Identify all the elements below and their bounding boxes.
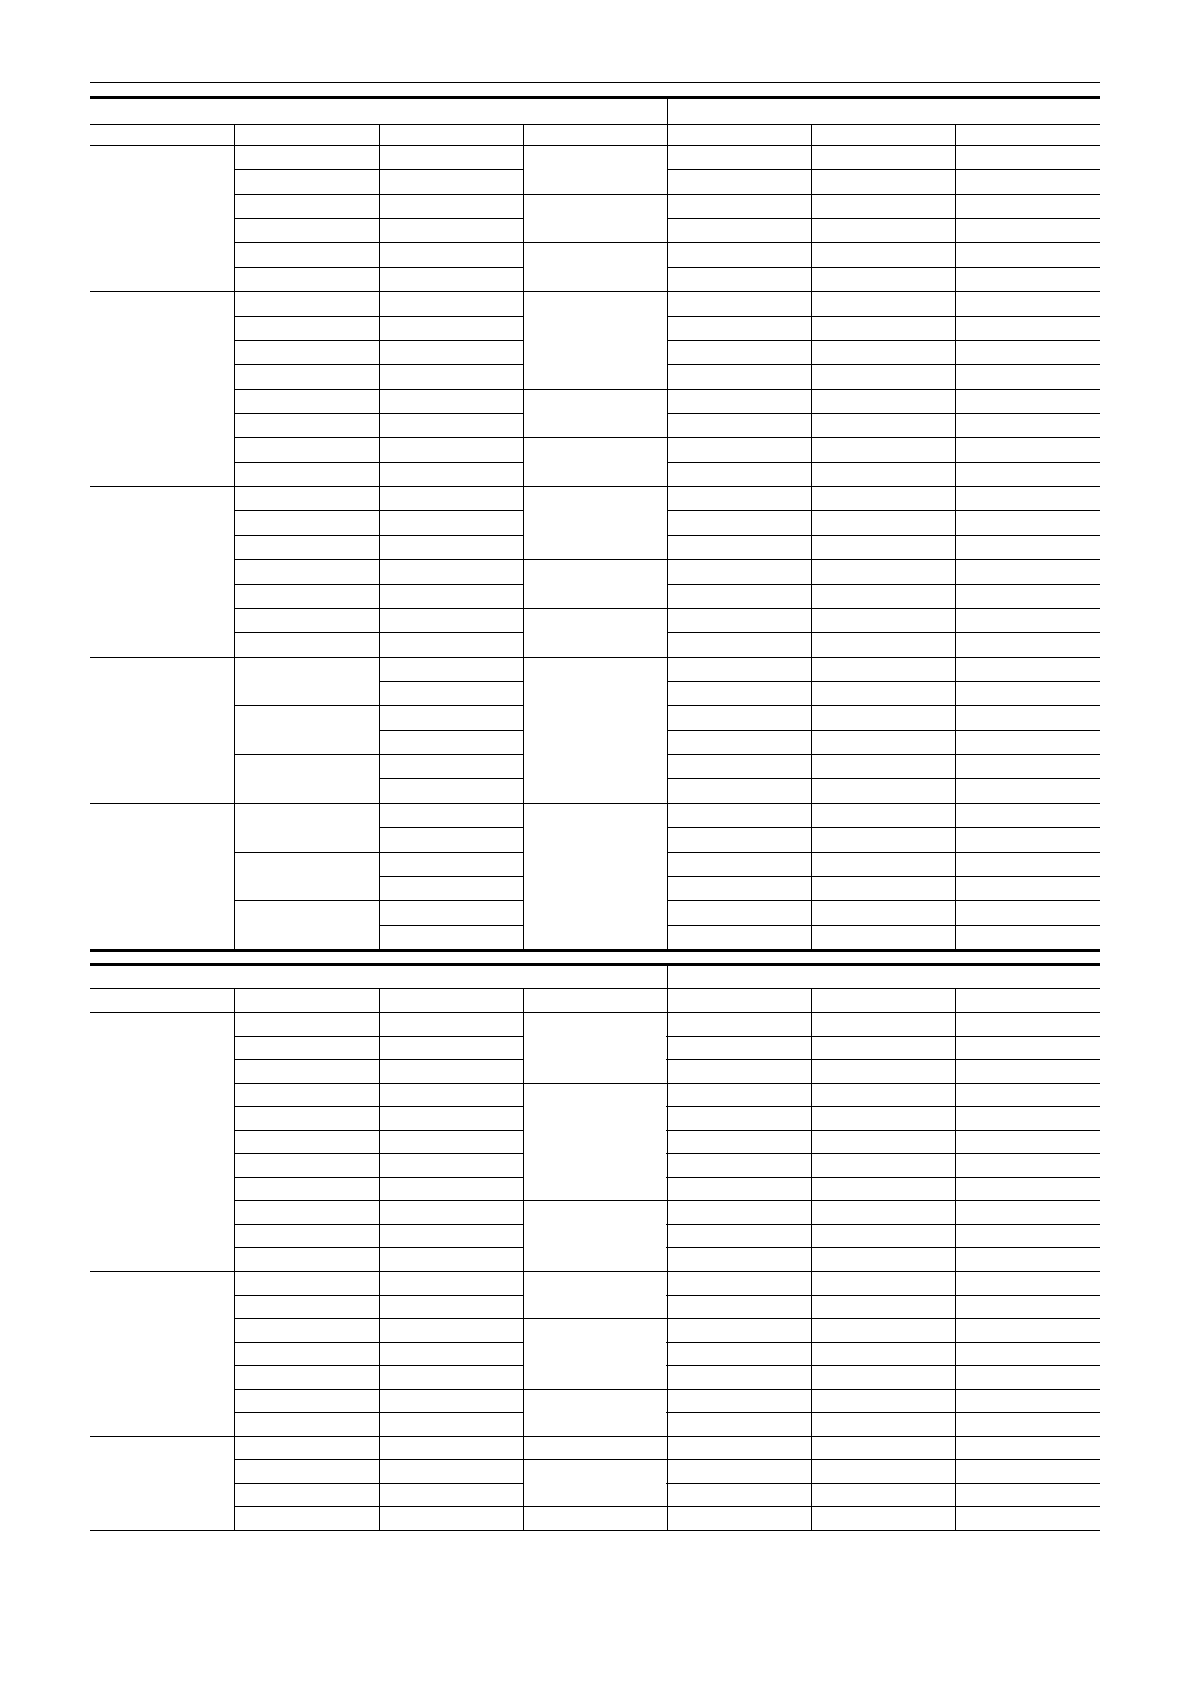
table1-row-rule bbox=[379, 291, 523, 292]
table1-column-header-divider bbox=[90, 145, 1100, 146]
table1-group-rule bbox=[90, 291, 234, 292]
table1-row-rule bbox=[234, 559, 379, 560]
table1-row-rule bbox=[379, 242, 523, 243]
table1-column-divider bbox=[379, 145, 380, 949]
table1-bottom-border bbox=[90, 949, 1100, 952]
table2-header-column-divider bbox=[379, 988, 380, 1012]
table2-bottom-border bbox=[90, 1530, 1100, 1531]
table2-merged-cell-gap bbox=[524, 1153, 666, 1154]
table1-row-rule bbox=[667, 316, 1100, 317]
table1-row-rule bbox=[379, 437, 523, 438]
table1-row-rule bbox=[234, 364, 379, 365]
table1-row-rule bbox=[667, 852, 1100, 853]
table1-row-rule bbox=[667, 754, 1100, 755]
table1-row-rule bbox=[234, 705, 379, 706]
table2-merged-cell-gap bbox=[524, 1036, 666, 1037]
table1-row-rule bbox=[379, 803, 523, 804]
table2-merged-cell-gap bbox=[524, 1365, 666, 1366]
table2-header-column-divider bbox=[667, 988, 668, 1012]
table2-column-divider bbox=[811, 1012, 812, 1530]
table1-header-column-divider bbox=[667, 124, 668, 145]
table2-column-divider bbox=[379, 1012, 380, 1530]
table1-row-rule bbox=[667, 657, 1100, 658]
table1-row-rule bbox=[234, 510, 379, 511]
table1-column-divider bbox=[523, 145, 524, 949]
table2-group-rule bbox=[90, 1436, 234, 1437]
table1-column-divider bbox=[811, 145, 812, 949]
table1-row-rule bbox=[234, 900, 379, 901]
table1-header-column-divider bbox=[234, 124, 235, 145]
table1-row-rule bbox=[523, 608, 667, 609]
table1-row-rule bbox=[379, 364, 523, 365]
table1-row-rule bbox=[234, 462, 379, 463]
table1-row-rule bbox=[234, 340, 379, 341]
table2-merged-cell-gap bbox=[524, 1224, 666, 1225]
table1-row-rule bbox=[379, 462, 523, 463]
table1-row-rule bbox=[379, 559, 523, 560]
table1-row-rule bbox=[234, 194, 379, 195]
table1-row-rule bbox=[234, 584, 379, 585]
table1-row-rule bbox=[234, 852, 379, 853]
table2-merged-cell-gap bbox=[524, 1130, 666, 1131]
table1-row-rule bbox=[379, 510, 523, 511]
table2-merged-cell-gap bbox=[524, 1412, 666, 1413]
table1-row-rule bbox=[667, 218, 1100, 219]
table1-row-rule bbox=[523, 194, 667, 195]
table1-row-rule bbox=[234, 437, 379, 438]
table2-group-divider bbox=[667, 963, 668, 988]
table1-row-rule bbox=[667, 925, 1100, 926]
table1-row-rule bbox=[523, 559, 667, 560]
table1-row-rule bbox=[667, 730, 1100, 731]
table1-row-rule bbox=[523, 291, 667, 292]
table1-column-divider bbox=[955, 145, 956, 949]
table1-row-rule bbox=[667, 681, 1100, 682]
table1-row-rule bbox=[379, 340, 523, 341]
table1-row-rule bbox=[234, 413, 379, 414]
table1-row-rule bbox=[667, 291, 1100, 292]
table1-row-rule bbox=[234, 486, 379, 487]
table1-row-rule bbox=[234, 218, 379, 219]
table1-column-divider bbox=[667, 145, 668, 949]
table1-row-rule bbox=[234, 316, 379, 317]
table1-row-rule bbox=[379, 852, 523, 853]
table2-column-divider bbox=[523, 1012, 524, 1530]
table1-row-rule bbox=[667, 486, 1100, 487]
table1-row-rule bbox=[234, 657, 379, 658]
table1-row-rule bbox=[667, 267, 1100, 268]
table1-group-rule bbox=[90, 657, 234, 658]
table1-row-rule bbox=[234, 169, 379, 170]
table1-header-column-divider bbox=[955, 124, 956, 145]
table1-row-rule bbox=[667, 559, 1100, 560]
table1-row-rule bbox=[379, 218, 523, 219]
table1-row-rule bbox=[667, 778, 1100, 779]
table1-group-rule bbox=[90, 486, 234, 487]
table1-row-rule bbox=[523, 486, 667, 487]
table1-row-rule bbox=[234, 608, 379, 609]
table1-column-divider bbox=[234, 145, 235, 949]
table1-row-rule bbox=[667, 242, 1100, 243]
table2-top-border bbox=[90, 963, 1100, 966]
table1-header-column-divider bbox=[523, 124, 524, 145]
table1-row-rule bbox=[234, 267, 379, 268]
table1-row-rule bbox=[234, 242, 379, 243]
table1-row-rule bbox=[379, 876, 523, 877]
table1-top-border bbox=[90, 96, 1100, 99]
table2-column-header-divider bbox=[90, 1012, 1100, 1013]
table2-header-column-divider bbox=[811, 988, 812, 1012]
table1-row-rule bbox=[379, 778, 523, 779]
table1-row-rule bbox=[379, 169, 523, 170]
table1-row-rule bbox=[379, 486, 523, 487]
table1-group-header-divider bbox=[90, 124, 1100, 125]
table1-row-rule bbox=[523, 389, 667, 390]
table1-row-rule bbox=[667, 364, 1100, 365]
table1-row-rule bbox=[667, 194, 1100, 195]
table1-group-rule bbox=[90, 803, 234, 804]
table1-row-rule bbox=[379, 827, 523, 828]
table2-column-divider bbox=[667, 1012, 668, 1530]
table1-row-rule bbox=[379, 584, 523, 585]
table2-column-divider bbox=[234, 1012, 235, 1530]
table2-group-rule bbox=[90, 1271, 234, 1272]
table1-row-rule bbox=[667, 169, 1100, 170]
table1-row-rule bbox=[234, 803, 379, 804]
table1-row-rule bbox=[667, 389, 1100, 390]
table1-row-rule bbox=[234, 291, 379, 292]
table1-row-rule bbox=[379, 900, 523, 901]
table1-row-rule bbox=[234, 389, 379, 390]
table2-header-column-divider bbox=[523, 988, 524, 1012]
table1-row-rule bbox=[667, 900, 1100, 901]
table1-row-rule bbox=[379, 535, 523, 536]
table1-header-column-divider bbox=[379, 124, 380, 145]
table2-merged-cell-gap bbox=[524, 1247, 666, 1248]
table1-row-rule bbox=[234, 632, 379, 633]
table1-row-rule bbox=[379, 730, 523, 731]
table1-row-rule bbox=[523, 657, 667, 658]
table1-row-rule bbox=[667, 632, 1100, 633]
table1-row-rule bbox=[379, 681, 523, 682]
table1-row-rule bbox=[667, 510, 1100, 511]
table1-row-rule bbox=[667, 803, 1100, 804]
table1-row-rule bbox=[379, 389, 523, 390]
table1-row-rule bbox=[379, 925, 523, 926]
table1-row-rule bbox=[379, 413, 523, 414]
table1-row-rule bbox=[667, 437, 1100, 438]
table1-row-rule bbox=[379, 754, 523, 755]
table1-row-rule bbox=[523, 242, 667, 243]
table2-merged-cell-gap bbox=[524, 1106, 666, 1107]
table2-header-column-divider bbox=[234, 988, 235, 1012]
table1-row-rule bbox=[379, 608, 523, 609]
table1-row-rule bbox=[667, 876, 1100, 877]
table2-group-header-divider bbox=[90, 988, 1100, 989]
table1-row-rule bbox=[667, 340, 1100, 341]
table1-row-rule bbox=[234, 535, 379, 536]
table1-row-rule bbox=[523, 437, 667, 438]
table1-row-rule bbox=[379, 316, 523, 317]
table1-group-divider bbox=[667, 96, 668, 124]
table1-row-rule bbox=[667, 535, 1100, 536]
table2-merged-cell-gap bbox=[524, 1342, 666, 1343]
table1-row-rule bbox=[379, 657, 523, 658]
table2-merged-cell-gap bbox=[524, 1059, 666, 1060]
page-top-rule bbox=[90, 82, 1100, 83]
table1-row-rule bbox=[379, 194, 523, 195]
table1-row-rule bbox=[667, 584, 1100, 585]
table2-column-divider bbox=[955, 1012, 956, 1530]
table1-row-rule bbox=[379, 632, 523, 633]
table1-row-rule bbox=[667, 413, 1100, 414]
table1-row-rule bbox=[379, 705, 523, 706]
table2-header-column-divider bbox=[955, 988, 956, 1012]
table1-row-rule bbox=[667, 608, 1100, 609]
table1-row-rule bbox=[667, 462, 1100, 463]
table1-header-column-divider bbox=[811, 124, 812, 145]
table1-row-rule bbox=[667, 827, 1100, 828]
table1-row-rule bbox=[523, 803, 667, 804]
table2-merged-cell-gap bbox=[524, 1483, 666, 1484]
table1-row-rule bbox=[667, 705, 1100, 706]
table1-row-rule bbox=[379, 267, 523, 268]
table1-row-rule bbox=[234, 754, 379, 755]
table2-merged-cell-gap bbox=[524, 1177, 666, 1178]
table2-merged-cell-gap bbox=[524, 1295, 666, 1296]
